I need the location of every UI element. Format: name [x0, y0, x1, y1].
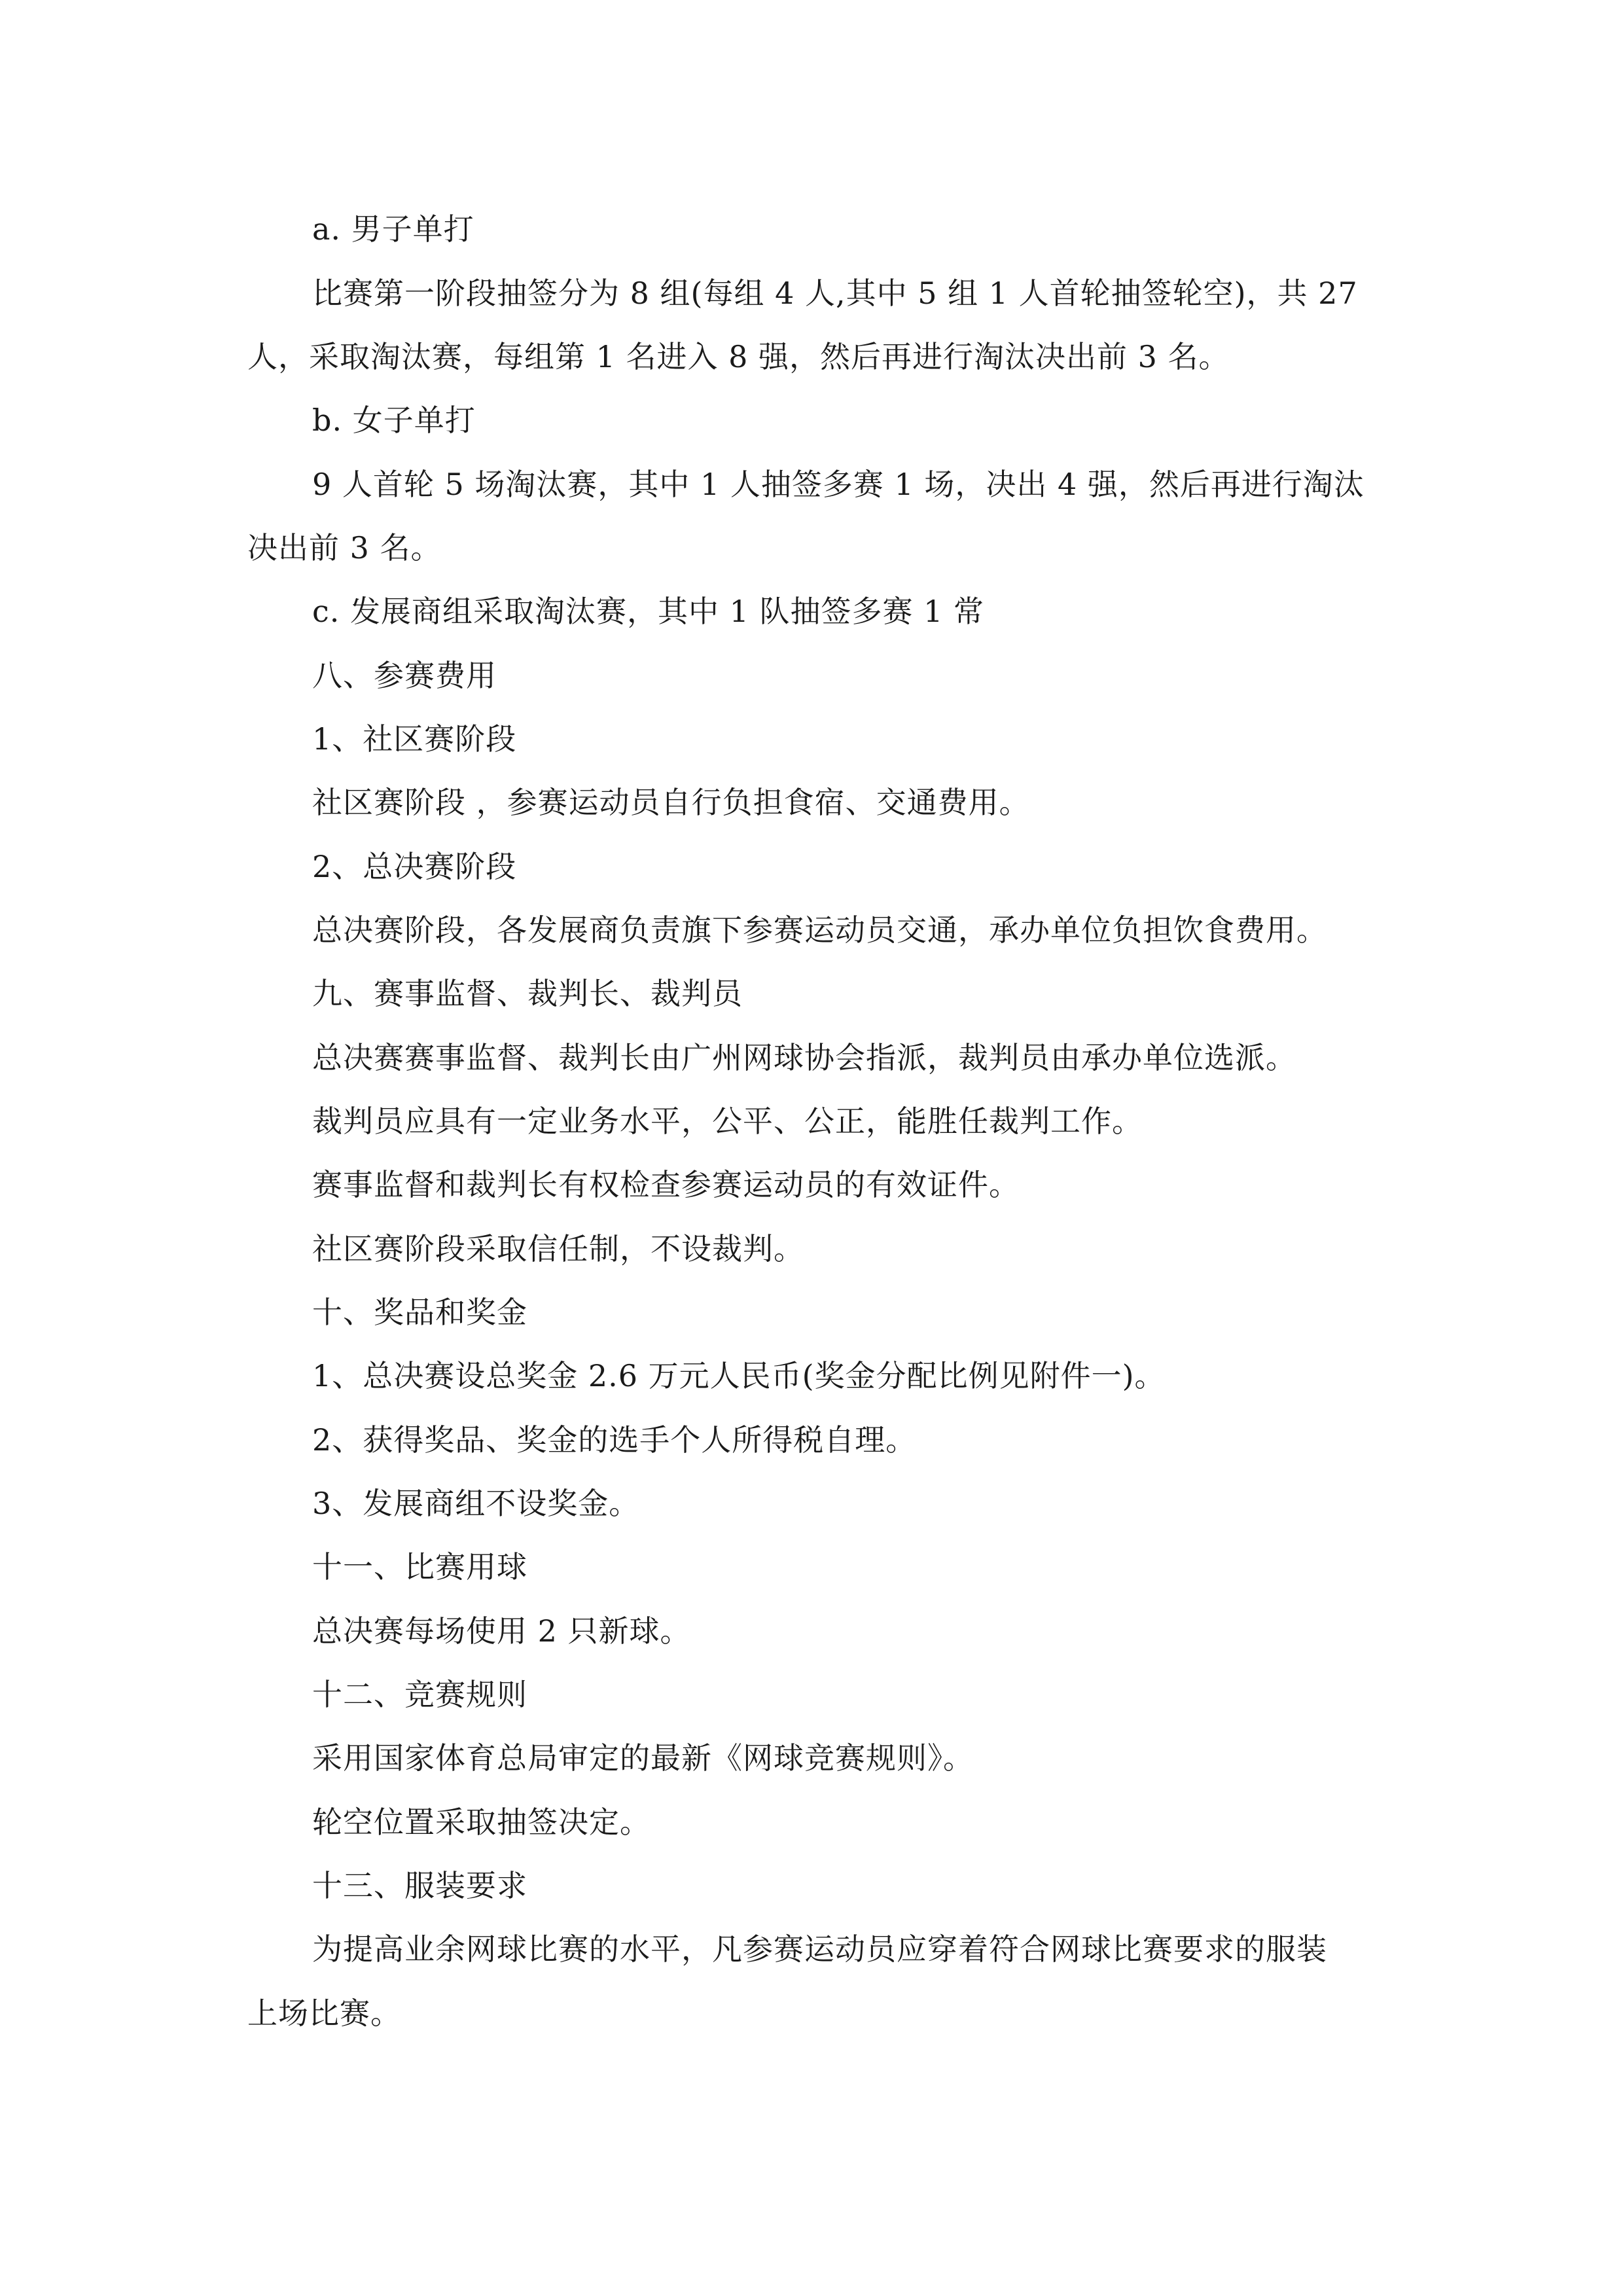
section-heading: 十一、比赛用球	[312, 1549, 527, 1585]
paragraph-line: 比赛第一阶段抽签分为 8 组(每组 4 人,其中 5 组 1 人首轮抽签轮空)，共 27	[312, 276, 1358, 311]
paragraph-line: 总决赛赛事监督、裁判长由广州网球协会指派，裁判员由承办单位选派。	[312, 1040, 1296, 1075]
paragraph-line: 轮空位置采取抽签决定。	[312, 1804, 651, 1840]
paragraph-line: 2、获得奖品、奖金的选手个人所得税自理。	[312, 1422, 917, 1458]
heading-womens-singles: b. 女子单打	[312, 403, 476, 438]
paragraph-line: 采用国家体育总局审定的最新《网球竞赛规则》。	[312, 1740, 974, 1776]
paragraph-line: 社区赛阶段采取信任制，不设裁判。	[312, 1231, 804, 1266]
section-heading: 十三、服装要求	[312, 1868, 527, 1903]
subsection-heading: 1、社区赛阶段	[312, 721, 517, 757]
heading-mens-singles: a. 男子单打	[312, 211, 474, 247]
paragraph-line: 9 人首轮 5 场淘汰赛，其中 1 人抽签多赛 1 场，决出 4 强，然后再进行淘汰	[312, 467, 1364, 502]
paragraph-line: 为提高业余网球比赛的水平，凡参赛运动员应穿着符合网球比赛要求的服装	[312, 1931, 1327, 1967]
section-heading: 八、参赛费用	[312, 658, 497, 693]
paragraph-line: 1、总决赛设总奖金 2.6 万元人民币(奖金分配比例见附件一)。	[312, 1358, 1166, 1393]
section-heading: 十、奖品和奖金	[312, 1295, 527, 1330]
paragraph-line: 总决赛阶段，各发展商负责旗下参赛运动员交通，承办单位负担饮食费用。	[312, 912, 1327, 948]
paragraph-line: 决出前 3 名。	[247, 530, 442, 565]
paragraph-line: 社区赛阶段 ，参赛运动员自行负担食宿、交通费用。	[312, 785, 1030, 820]
section-heading: 九、赛事监督、裁判长、裁判员	[312, 976, 743, 1011]
paragraph-line: c. 发展商组采取淘汰赛，其中 1 队抽签多赛 1 常	[312, 594, 985, 629]
section-heading: 十二、竞赛规则	[312, 1677, 527, 1712]
subsection-heading: 2、总决赛阶段	[312, 849, 517, 884]
paragraph-line: 总决赛每场使用 2 只新球。	[312, 1613, 691, 1649]
paragraph-line: 赛事监督和裁判长有权检查参赛运动员的有效证件。	[312, 1167, 1020, 1202]
paragraph-line: 裁判员应具有一定业务水平，公平、公正，能胜任裁判工作。	[312, 1103, 1143, 1139]
paragraph-line: 人，采取淘汰赛，每组第 1 名进入 8 强，然后再进行淘汰决出前 3 名。	[247, 339, 1230, 374]
paragraph-line: 3、发展商组不设奖金。	[312, 1486, 640, 1521]
paragraph-line: 上场比赛。	[247, 1996, 401, 2031]
